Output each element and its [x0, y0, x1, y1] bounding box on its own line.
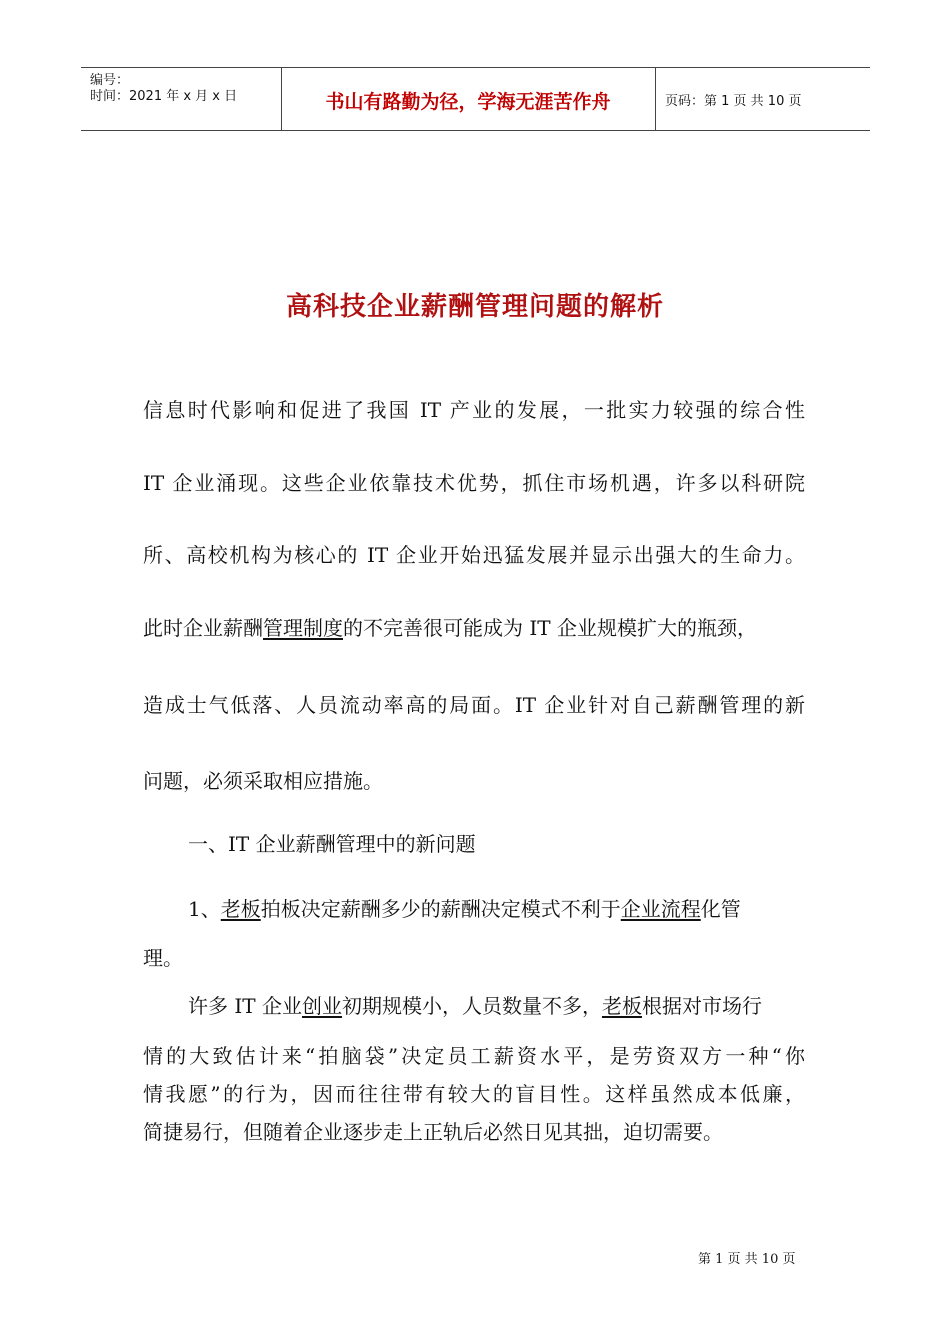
text-run: 许多 IT 企业 — [188, 994, 302, 1018]
page-info: 页码：第 1 页 共 10 页 — [665, 94, 802, 109]
body-line: 简捷易行，但随着企业逐步走上正轨后必然日见其拙，迫切需要。 — [143, 1120, 723, 1144]
header-divider — [655, 68, 656, 130]
text-run: 此时企业薪酬 — [143, 616, 263, 640]
body-line — [188, 893, 741, 922]
body-line: 所、高校机构为核心的 IT 企业开始迅猛发展并显示出强大的生命力。 — [143, 543, 805, 567]
section-heading: 一、IT 企业薪酬管理中的新问题 — [188, 832, 476, 856]
number-label: 编号： — [90, 73, 130, 88]
link-enterprise-process[interactable]: 企业流程 — [620, 897, 701, 921]
body-line: 问题，必须采取相应措施。 — [143, 769, 383, 793]
link-management-system[interactable]: 管理制度 — [263, 616, 343, 640]
text-run: 根据对市场行 — [641, 994, 762, 1018]
body-line: 信息时代影响和促进了我国 IT 产业的发展，一批实力较强的综合性 — [143, 398, 805, 422]
body-line — [143, 612, 757, 641]
body-line: 情的大致估计来“拍脑袋”决定员工薪资水平，是劳资双方一种“你 — [143, 1044, 805, 1068]
text-run: 初期规模小，人员数量不多， — [341, 994, 602, 1018]
body-line: 情我愿”的行为，因而往往带有较大的盲目性。这样虽然成本低廉， — [143, 1082, 805, 1106]
text-run: 的不完善很可能成为 IT 企业规模扩大的瓶颈， — [343, 616, 757, 640]
text-run: 拍板决定薪酬多少的薪酬决定模式不利于 — [260, 897, 621, 921]
motto: 书山有路勤为径，学海无涯苦作舟 — [325, 91, 611, 113]
body-line — [188, 990, 762, 1019]
link-boss[interactable]: 老板 — [601, 994, 642, 1018]
document-title: 高科技企业薪酬管理问题的解析 — [285, 292, 664, 322]
link-startup[interactable]: 创业 — [301, 994, 342, 1018]
link-boss[interactable]: 老板 — [220, 897, 261, 921]
header-table — [81, 67, 870, 131]
body-line: 理。 — [143, 946, 183, 970]
text-run: 1、 — [188, 897, 221, 921]
header-left-cell — [90, 73, 237, 105]
body-line: 造成士气低落、人员流动率高的局面。IT 企业针对自己薪酬管理的新 — [143, 693, 805, 717]
time-label: 时间：2021 年 x 月 x 日 — [90, 89, 238, 104]
text-run: 化管 — [700, 897, 741, 921]
page-footer: 第 1 页 共 10 页 — [698, 1252, 796, 1267]
body-line: IT 企业涌现。这些企业依靠技术优势，抓住市场机遇，许多以科研院 — [143, 471, 805, 495]
